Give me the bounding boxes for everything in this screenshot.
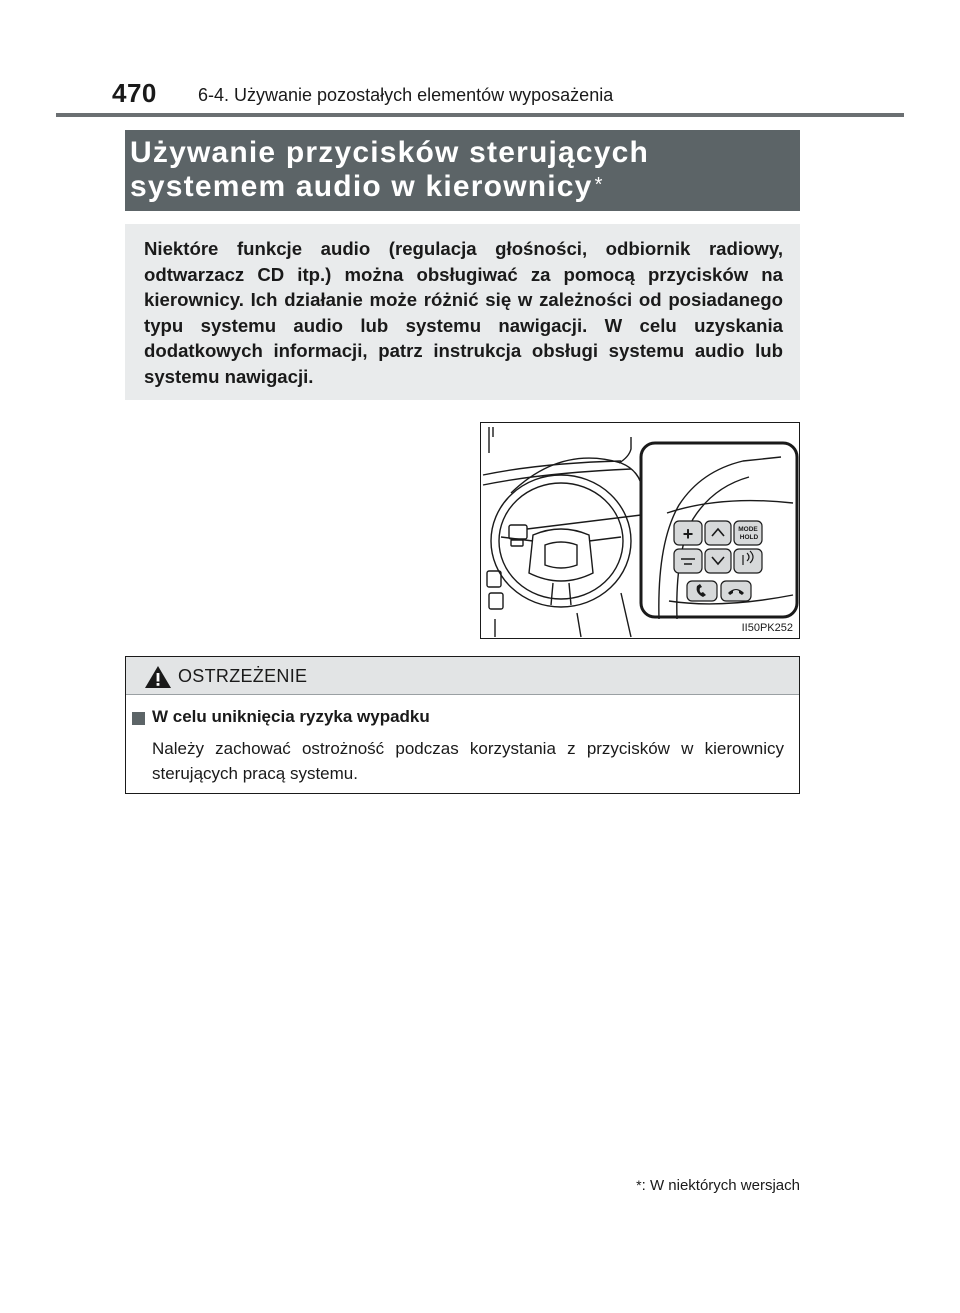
figure-code: II50PK252 bbox=[741, 622, 793, 634]
phone-on-hook-button bbox=[721, 581, 751, 601]
intro-text: Niektóre funkcje audio (regulacja głośności, odbiornik radiowy, odtwarzacz CD itp.) można obsługiwać za pomocą przycisków na kierownicy. Ich działanie może różnić się w zależności od posiadanego typu systemu audio lub systemu nawigacji. W celu uzyskania dodatkowych informacji, patrz instrukcja obsługi systemu audio lub systemu nawigacji. bbox=[144, 238, 783, 387]
volume-up-label: + bbox=[682, 524, 694, 544]
seek-down-button bbox=[705, 549, 731, 573]
mode-label: MODE bbox=[738, 526, 758, 533]
phone-off-hook-button bbox=[687, 581, 717, 601]
dashboard-line-right bbox=[619, 437, 631, 463]
left-switch-block bbox=[509, 525, 527, 539]
steering-wheel-illustration bbox=[481, 423, 800, 639]
warning-subtitle: W celu uniknięcia ryzyka wypadku bbox=[152, 707, 430, 726]
section-title-bar bbox=[125, 130, 800, 211]
steering-wheel-rim bbox=[491, 475, 631, 607]
leader-line bbox=[527, 515, 641, 529]
footnote-text: : W niektórych wersjach bbox=[641, 1177, 800, 1194]
warning-title: OSTRZEŻENIE bbox=[178, 666, 308, 686]
chapter-title: 6-4. Używanie pozostałych elementów wyposażenia bbox=[198, 85, 614, 105]
warning-box bbox=[125, 656, 800, 794]
voice-button bbox=[734, 549, 762, 573]
warning-body: Należy zachować ostrożność podczas korzystania z przycisków w kierownicy sterujących pracą systemu. bbox=[152, 739, 784, 783]
steering-wheel-figure bbox=[480, 422, 800, 639]
volume-down-button bbox=[674, 549, 702, 573]
dashboard-line bbox=[483, 461, 621, 475]
warning-bullet-square bbox=[132, 712, 145, 725]
vent-switch bbox=[487, 571, 501, 587]
header-rule bbox=[56, 113, 904, 117]
mode-hold-button bbox=[734, 521, 762, 545]
console-line bbox=[621, 593, 631, 637]
section-title-line2: systemem audio w kierownicy bbox=[130, 170, 593, 203]
vent-switch bbox=[489, 593, 503, 609]
footnote bbox=[636, 1177, 800, 1194]
floor-line bbox=[577, 613, 581, 637]
section-title bbox=[130, 136, 649, 204]
steering-wheel-spoke bbox=[551, 583, 553, 605]
left-switch-block-lower bbox=[511, 540, 523, 546]
section-title-line1: Używanie przycisków sterujących bbox=[130, 136, 650, 169]
steering-wheel-hub-center bbox=[545, 542, 577, 568]
footnote-marker: * bbox=[636, 1177, 642, 1193]
warning-header bbox=[126, 657, 799, 695]
intro-box bbox=[125, 224, 800, 400]
title-footnote-marker: * bbox=[594, 174, 604, 196]
steering-wheel-spoke bbox=[589, 537, 621, 541]
warning-triangle-icon bbox=[144, 665, 172, 689]
hold-label: HOLD bbox=[739, 534, 759, 541]
steering-wheel-spoke bbox=[569, 583, 571, 605]
page-number: 470 bbox=[112, 78, 157, 108]
steering-wheel-hub bbox=[529, 529, 593, 581]
seek-up-button bbox=[705, 521, 731, 545]
